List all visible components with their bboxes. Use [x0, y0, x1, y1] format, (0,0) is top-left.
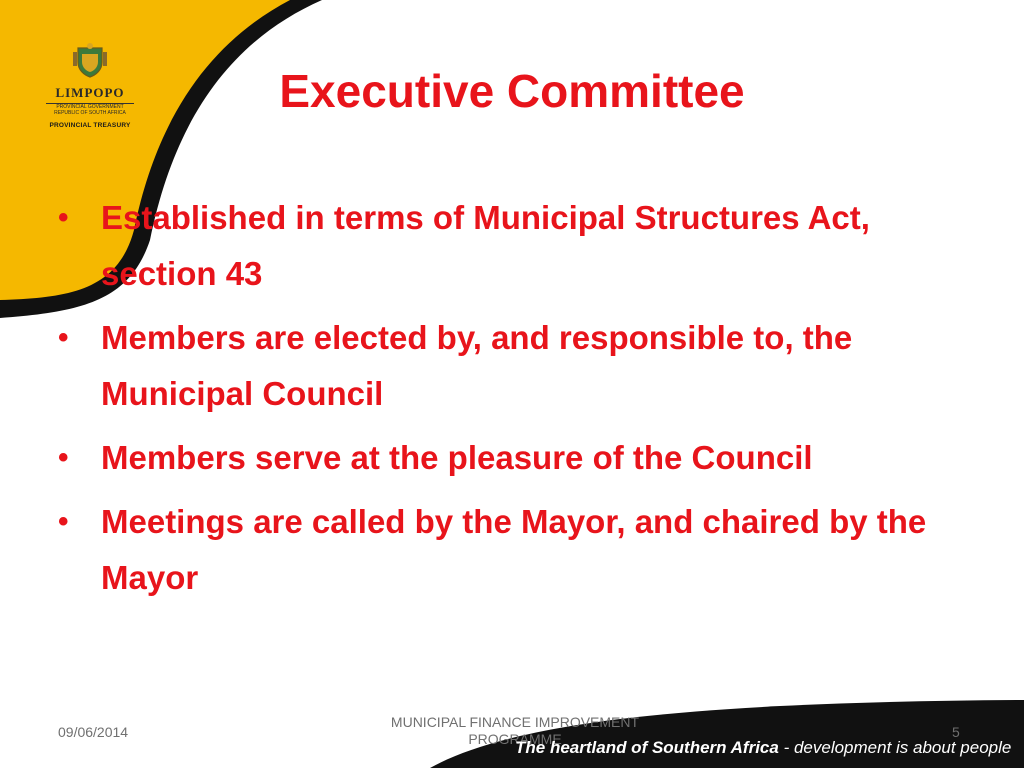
page-number: 5: [952, 724, 960, 740]
bullet-icon: •: [58, 505, 69, 538]
slide-title: Executive Committee: [279, 65, 745, 117]
logo-sub-line-1: PROVINCIAL GOVERNMENT: [56, 104, 124, 110]
footer-tagline: [515, 738, 1011, 758]
footer-programme: MUNICIPAL FINANCE IMPROVEMENT PROGRAMME: [390, 714, 640, 747]
bullet-item: [58, 430, 978, 486]
bullet-text: Members serve at the pleasure of the Council: [101, 439, 813, 476]
bullet-item: [58, 190, 978, 302]
logo-name: LIMPOPO: [55, 85, 125, 100]
bullet-icon: •: [58, 201, 69, 234]
bullet-item: [58, 310, 978, 422]
footer-date: 09/06/2014: [58, 724, 129, 740]
bullet-icon: •: [58, 321, 69, 354]
logo-department: PROVINCIAL TREASURY: [49, 122, 131, 129]
bullet-text: Established in terms of Municipal Structures Act, section 43: [101, 199, 870, 292]
tagline-bold: The heartland of Southern Africa: [515, 738, 779, 757]
bullet-text: Members are elected by, and responsible to, the Municipal Council: [101, 319, 853, 412]
tagline-rest: - development is about people: [778, 738, 1012, 757]
logo-sub-line-2: REPUBLIC OF SOUTH AFRICA: [54, 110, 126, 116]
bullet-icon: •: [58, 441, 69, 474]
bullet-text: Meetings are called by the Mayor, and chaired by the Mayor: [101, 503, 927, 596]
bullet-list: [58, 190, 978, 614]
bullet-item: [58, 494, 978, 606]
